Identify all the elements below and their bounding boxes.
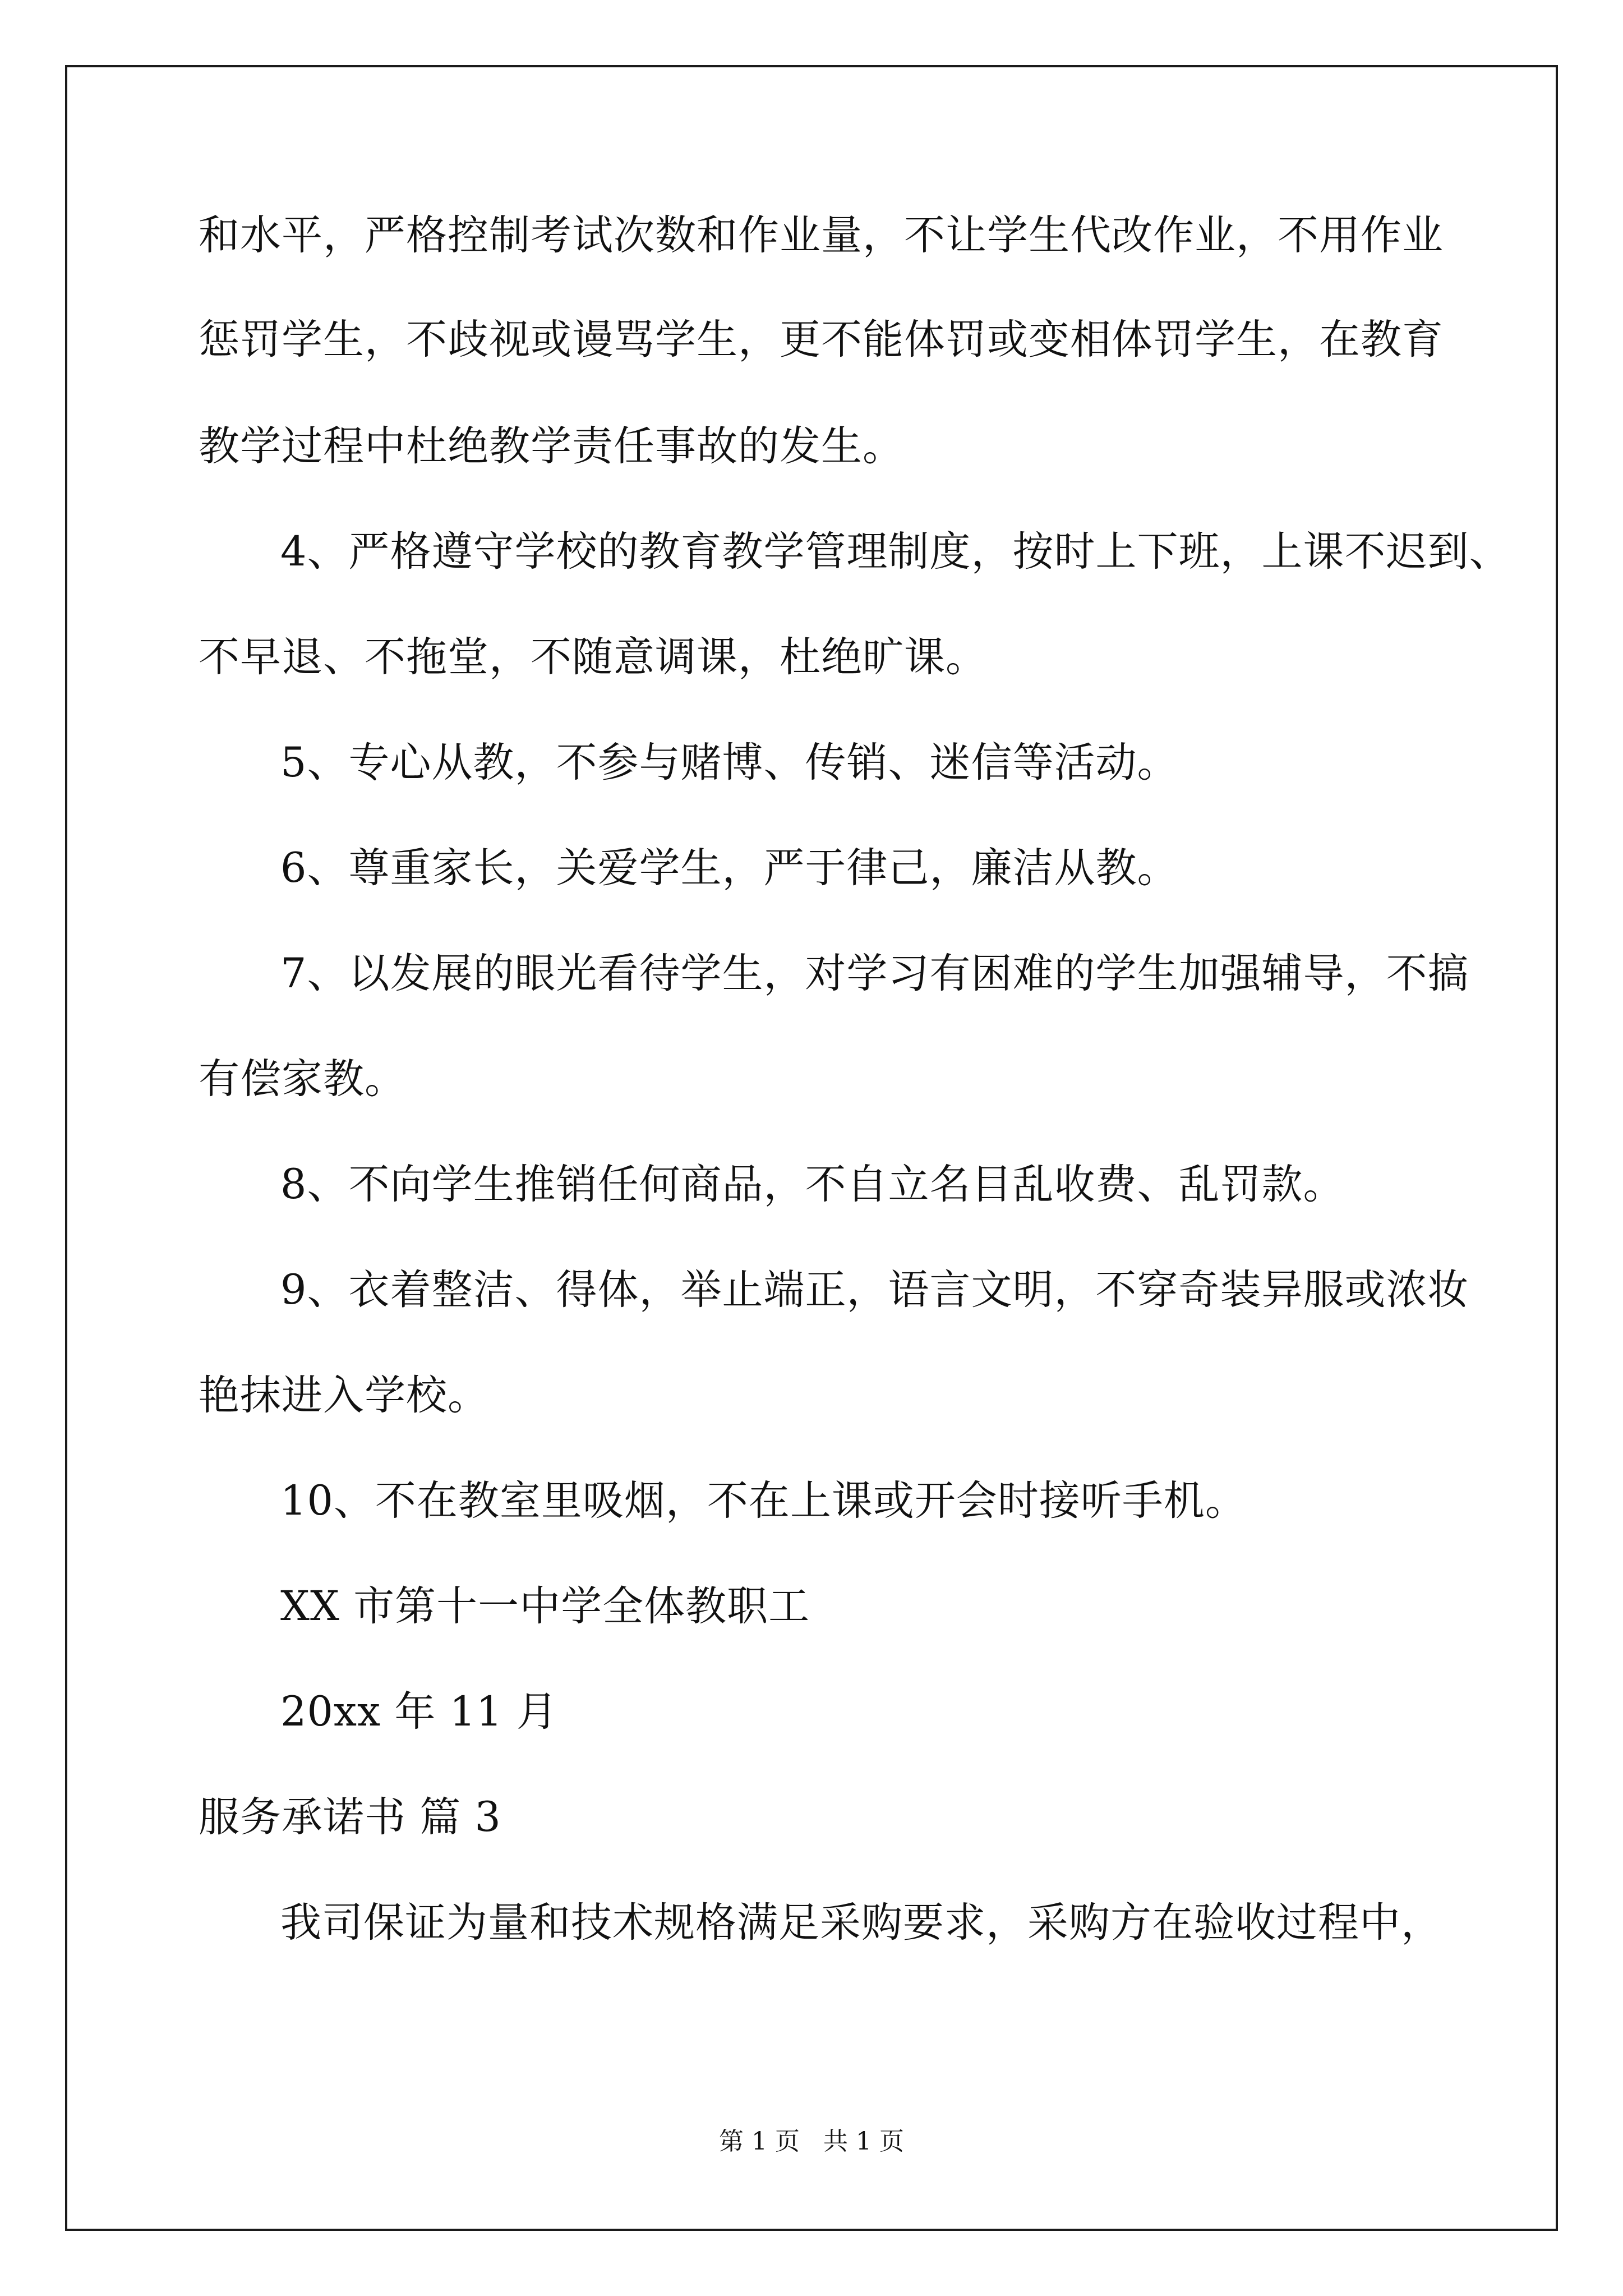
text-line: 10、不在教室里吸烟，不在上课或开会时接听手机。 [280, 1477, 1247, 1525]
text-line: 7、以发展的眼光看待学生，对学习有困难的学生加强辅导，不搞 [280, 950, 1469, 997]
text-line: 8、不向学生推销任何商品，不自立名目乱收费、乱罚款。 [280, 1161, 1345, 1208]
text-line: 艳抹进入学校。 [199, 1372, 489, 1419]
page-total: 共 1 页 [823, 2127, 904, 2156]
text-line: 不早退、不拖堂，不随意调课，杜绝旷课。 [199, 633, 987, 681]
text-line: 5、专心从教，不参与赌博、传销、迷信等活动。 [280, 739, 1179, 786]
text-line: XX 市第十一中学全体教职工 [280, 1582, 810, 1630]
text-line: 和水平，严格控制考试次数和作业量，不让学生代改作业，不用作业 [199, 211, 1444, 259]
text-line: 惩罚学生，不歧视或谩骂学生，更不能体罚或变相体罚学生，在教育 [199, 316, 1444, 364]
text-line: 有偿家教。 [199, 1055, 406, 1103]
text-line: 6、尊重家长，关爱学生，严于律己，廉洁从教。 [280, 844, 1179, 892]
text-line: 我司保证为量和技术规格满足采购要求，采购方在验收过程中， [280, 1899, 1442, 1947]
page-number: 第 1 页 [719, 2127, 800, 2156]
section-heading: 服务承诺书 篇 3 [199, 1793, 501, 1841]
text-line: 9、衣着整洁、得体，举止端正，语言文明，不穿奇装异服或浓妆 [280, 1266, 1469, 1314]
text-line: 教学过程中杜绝教学责任事故的发生。 [199, 422, 904, 470]
text-line: 20xx 年 11 月 [280, 1688, 558, 1736]
text-line: 4、严格遵守学校的教育教学管理制度，按时上下班，上课不迟到、 [280, 528, 1511, 576]
page-footer [0, 2125, 1623, 2159]
